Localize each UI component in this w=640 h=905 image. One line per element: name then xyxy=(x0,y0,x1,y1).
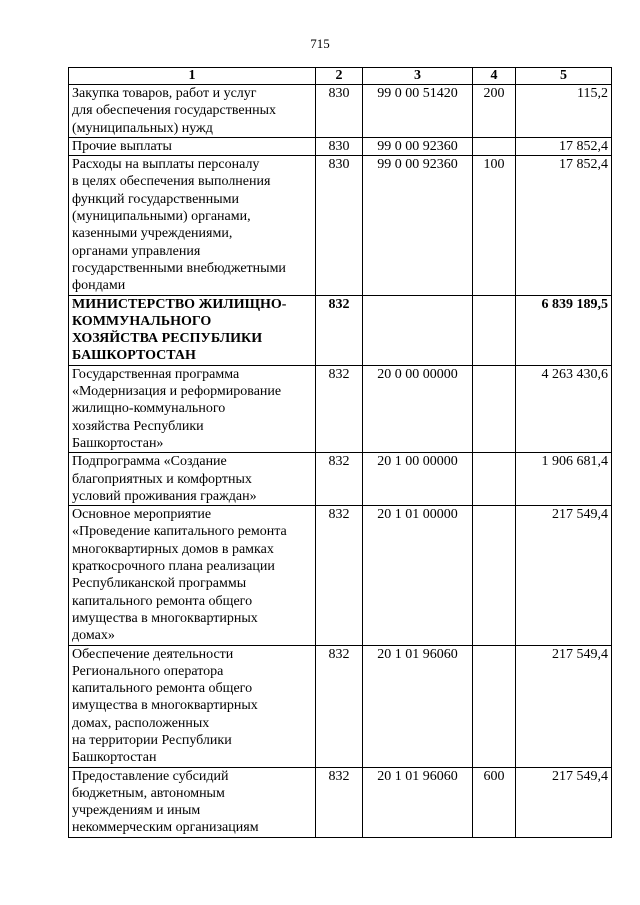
table-row xyxy=(69,85,612,138)
row-code: 830 xyxy=(316,85,363,138)
row-kind xyxy=(473,137,516,155)
header-row xyxy=(69,68,612,85)
header-col-4: 4 xyxy=(473,68,516,85)
table-row xyxy=(69,645,612,767)
table-row xyxy=(69,453,612,506)
header-col-3: 3 xyxy=(363,68,473,85)
row-name: МИНИСТЕРСТВО ЖИЛИЩНО- КОММУНАЛЬНОГО ХОЗЯЙСТВА РЕСПУБЛИКИ БАШКОРТОСТАН xyxy=(69,295,316,365)
header-col-5: 5 xyxy=(516,68,612,85)
row-name: Прочие выплаты xyxy=(69,137,316,155)
row-name: Обеспечение деятельности Регионального оператора капитального ремонта общего имущества в многоквартирных домах, расположенных на территории Республики Башкортостан xyxy=(69,645,316,767)
row-target: 20 0 00 00000 xyxy=(363,365,473,452)
page-number: 715 xyxy=(310,36,330,51)
row-kind xyxy=(473,365,516,452)
row-kind xyxy=(473,295,516,365)
table-body xyxy=(69,85,612,838)
row-kind: 600 xyxy=(473,767,516,837)
row-amount: 4 263 430,6 xyxy=(516,365,612,452)
row-name: Основное мероприятие «Проведение капитального ремонта многоквартирных домов в рамках краткосрочного плана реализации Республиканской программы капитального ремонта общего имущества в многоквартирных домах» xyxy=(69,506,316,645)
row-name: Предоставление субсидий бюджетным, автономным учреждениям и иным некоммерческим организациям xyxy=(69,767,316,837)
row-kind: 200 xyxy=(473,85,516,138)
table-row xyxy=(69,767,612,837)
row-amount: 217 549,4 xyxy=(516,645,612,767)
row-target: 20 1 01 96060 xyxy=(363,645,473,767)
row-target: 20 1 00 00000 xyxy=(363,453,473,506)
row-target xyxy=(363,295,473,365)
row-target: 99 0 00 92360 xyxy=(363,137,473,155)
row-code: 832 xyxy=(316,645,363,767)
header-col-2: 2 xyxy=(316,68,363,85)
header-col-1: 1 xyxy=(69,68,316,85)
table-row xyxy=(69,137,612,155)
row-code: 832 xyxy=(316,365,363,452)
row-kind: 100 xyxy=(473,156,516,295)
table-row xyxy=(69,506,612,645)
row-target: 20 1 01 00000 xyxy=(363,506,473,645)
row-amount: 17 852,4 xyxy=(516,137,612,155)
row-name: Расходы на выплаты персоналу в целях обеспечения выполнения функций государственными (муниципальными) органами, казенными учреждениями, органами управления государственными внебюджетными фондами xyxy=(69,156,316,295)
row-code: 832 xyxy=(316,295,363,365)
row-amount: 115,2 xyxy=(516,85,612,138)
table-row xyxy=(69,365,612,452)
row-code: 832 xyxy=(316,506,363,645)
row-amount: 217 549,4 xyxy=(516,767,612,837)
table-row-ministry xyxy=(69,295,612,365)
row-amount: 217 549,4 xyxy=(516,506,612,645)
table-row xyxy=(69,156,612,295)
row-amount: 6 839 189,5 xyxy=(516,295,612,365)
row-amount: 17 852,4 xyxy=(516,156,612,295)
row-code: 830 xyxy=(316,137,363,155)
row-kind xyxy=(473,645,516,767)
row-code: 832 xyxy=(316,767,363,837)
row-code: 832 xyxy=(316,453,363,506)
row-target: 99 0 00 92360 xyxy=(363,156,473,295)
row-target: 20 1 01 96060 xyxy=(363,767,473,837)
row-kind xyxy=(473,506,516,645)
row-kind xyxy=(473,453,516,506)
budget-table xyxy=(68,67,612,838)
row-amount: 1 906 681,4 xyxy=(516,453,612,506)
row-name: Подпрограмма «Создание благоприятных и комфортных условий проживания граждан» xyxy=(69,453,316,506)
row-code: 830 xyxy=(316,156,363,295)
row-name: Государственная программа «Модернизация и реформирование жилищно-коммунального хозяйства Республики Башкортостан» xyxy=(69,365,316,452)
row-target: 99 0 00 51420 xyxy=(363,85,473,138)
row-name: Закупка товаров, работ и услуг для обеспечения государственных (муниципальных) нужд xyxy=(69,85,316,138)
